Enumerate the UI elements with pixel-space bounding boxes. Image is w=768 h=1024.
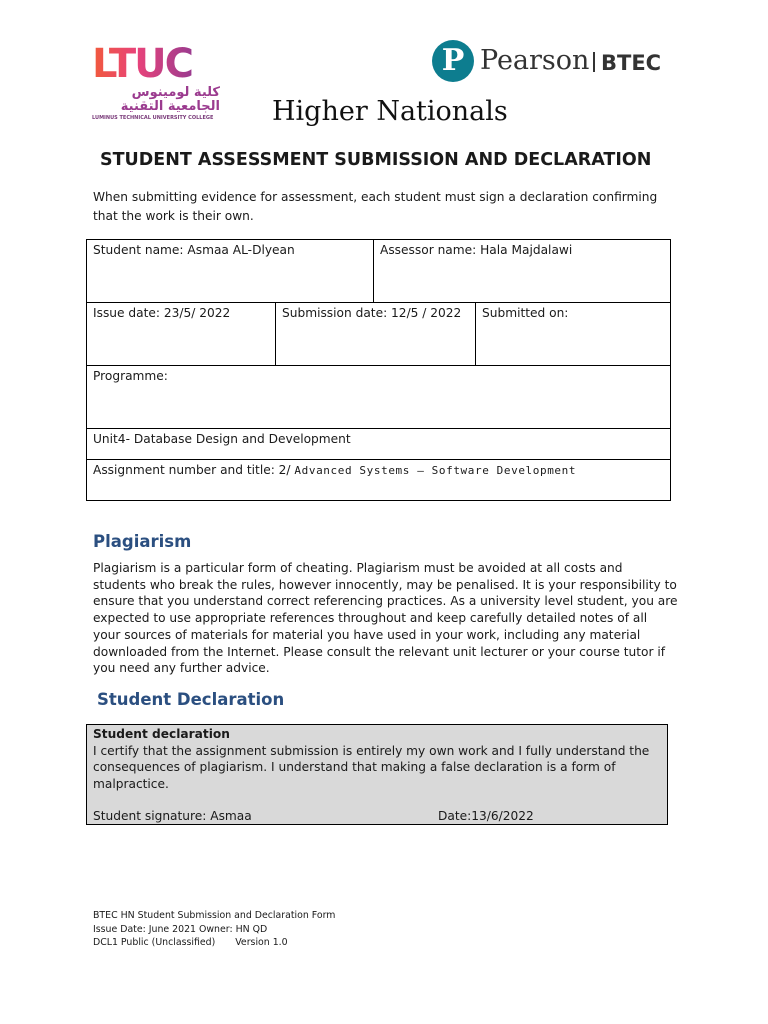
footer-classification-line [93,936,335,950]
ltuc-logo-arabic: كلية لومينوس الجامعية التقنية [120,85,220,114]
footer-form-name: BTEC HN Student Submission and Declaration Form [93,910,336,921]
pearson-mark-icon: P [432,40,474,82]
student-declaration-heading: Student Declaration [97,690,285,709]
table-row [87,303,670,366]
page-title: STUDENT ASSESSMENT SUBMISSION AND DECLARATION [100,150,652,170]
assessor-name-field[interactable]: Assessor name: Hala Majdalawi [380,243,573,257]
higher-nationals-heading: Higher Nationals [272,96,508,127]
table-row [87,429,670,460]
plagiarism-heading: Plagiarism [93,532,192,551]
submitted-on-field[interactable]: Submitted on: [482,306,569,320]
unit-field[interactable]: Unit4- Database Design and Development [93,432,351,446]
footer [93,909,335,950]
student-details-table [86,239,671,501]
pearson-btec-logo [432,40,662,86]
submission-date-field[interactable]: Submission date: 12/5 / 2022 [276,303,476,365]
declaration-box [86,724,668,825]
intro-paragraph: When submitting evidence for assessment, each student must sign a declaration confirming that the work is their own. [93,190,658,223]
declaration-text: I certify that the assignment submission is entirely my own work and I fully understand the consequences of plagiarism. I understand that making a false declaration is a form of malpractice. [93,743,650,791]
pearson-wordmark: Pearson [480,45,590,76]
ltuc-logo-english: LUMINUS TECHNICAL UNIVERSITY COLLEGE [92,115,214,121]
logo-divider [593,52,595,72]
btec-wordmark: BTEC [601,51,662,75]
footer-version: Version 1.0 [235,937,288,948]
footer-classification: DCL1 Public (Unclassified) [93,937,216,948]
plagiarism-paragraph: Plagiarism is a particular form of cheating. Plagiarism must be avoided at all costs and students who break the rules, however innocently, may be penalised. It is your responsibility to ensure that you understand correct referencing practices. As a university level student, you are expected to use appropriate references throughout and keep carefully detailed notes of all your sources of materials for material you have used in your work, including any material downloaded from the Internet. Please consult the relevant unit lecturer or your course tutor if you need any further advice. [93,561,678,676]
table-row [87,240,670,303]
assignment-label: Assignment number and title: 2/ [93,463,291,477]
assignment-title: Advanced Systems – Software Development [294,464,577,477]
assignment-field[interactable] [87,460,670,501]
student-signature-field[interactable]: Student signature: Asmaa [93,809,252,823]
ltuc-logo-letters: LTUC [92,41,192,87]
ltuc-logo [92,42,220,124]
table-row [87,460,670,501]
table-row [87,366,670,429]
programme-field[interactable]: Programme: [93,369,168,383]
issue-date-field[interactable]: Issue date: 23/5/ 2022 [87,303,276,365]
declaration-date-field[interactable]: Date:13/6/2022 [438,809,534,823]
student-name-field[interactable]: Student name: Asmaa AL-Dlyean [87,240,374,302]
footer-issue-owner: Issue Date: June 2021 Owner: HN QD [93,923,268,935]
declaration-title: Student declaration [93,727,230,741]
